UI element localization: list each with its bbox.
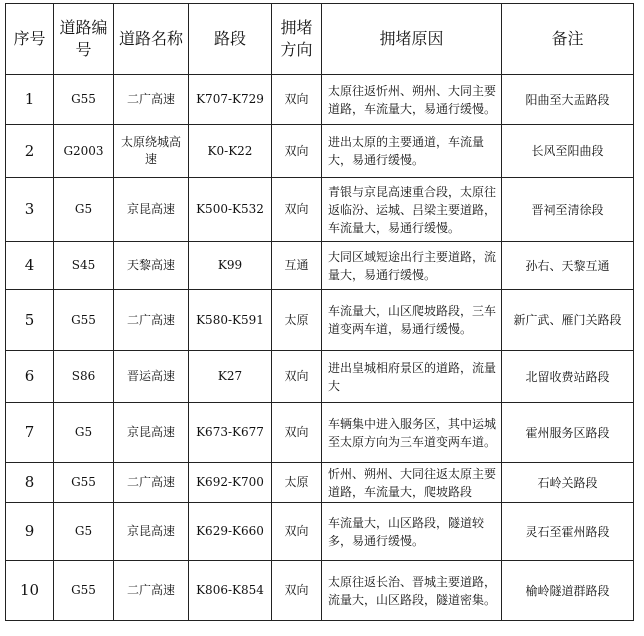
congestion-table	[5, 3, 634, 621]
cell-road-code: G5	[54, 503, 114, 561]
header-road-code: 道路编号	[54, 4, 114, 75]
cell-section: K692-K700	[189, 463, 272, 503]
cell-road-name: 太原绕城高速	[114, 125, 189, 178]
cell-road-code: G55	[54, 290, 114, 351]
cell-road-code: G55	[54, 463, 114, 503]
cell-section: K27	[189, 351, 272, 403]
cell-direction: 双向	[272, 503, 322, 561]
cell-road-name: 二广高速	[114, 561, 189, 621]
cell-road-name: 二广高速	[114, 290, 189, 351]
cell-road-name: 二广高速	[114, 75, 189, 125]
header-seq: 序号	[6, 4, 54, 75]
table-row	[6, 351, 634, 403]
header-section: 路段	[189, 4, 272, 75]
cell-section: K629-K660	[189, 503, 272, 561]
table-row	[6, 178, 634, 242]
cell-note: 晋祠至清徐段	[502, 178, 634, 242]
cell-seq: 3	[6, 178, 54, 242]
table-row	[6, 503, 634, 561]
cell-reason: 忻州、朔州、大同往返太原主要道路，车流量大，爬坡路段	[322, 463, 502, 503]
cell-reason: 进出皇城相府景区的道路，流量大	[322, 351, 502, 403]
cell-reason: 太原往返忻州、朔州、大同主要道路，车流量大，易通行缓慢。	[322, 75, 502, 125]
cell-reason: 车辆集中进入服务区，其中运城至太原方向为三车道变两车道。	[322, 403, 502, 463]
cell-reason: 车流量大，山区爬坡路段，三车道变两车道，易通行缓慢。	[322, 290, 502, 351]
cell-note: 灵石至霍州路段	[502, 503, 634, 561]
cell-seq: 8	[6, 463, 54, 503]
cell-note: 霍州服务区路段	[502, 403, 634, 463]
cell-seq: 7	[6, 403, 54, 463]
cell-note: 长风至阳曲段	[502, 125, 634, 178]
cell-road-code: G2003	[54, 125, 114, 178]
cell-road-name: 二广高速	[114, 463, 189, 503]
cell-reason: 车流量大，山区路段，隧道较多，易通行缓慢。	[322, 503, 502, 561]
cell-road-name: 京昆高速	[114, 178, 189, 242]
cell-road-code: S86	[54, 351, 114, 403]
cell-note: 石岭关路段	[502, 463, 634, 503]
cell-reason: 大同区域短途出行主要道路，流量大，易通行缓慢。	[322, 242, 502, 290]
cell-seq: 9	[6, 503, 54, 561]
cell-direction: 太原	[272, 290, 322, 351]
header-reason: 拥堵原因	[322, 4, 502, 75]
cell-direction: 双向	[272, 351, 322, 403]
header-note: 备注	[502, 4, 634, 75]
table-row	[6, 403, 634, 463]
cell-reason: 太原往返长治、晋城主要道路，流量大，山区路段，隧道密集。	[322, 561, 502, 621]
cell-seq: 5	[6, 290, 54, 351]
cell-section: K500-K532	[189, 178, 272, 242]
cell-section: K806-K854	[189, 561, 272, 621]
cell-seq: 10	[6, 561, 54, 621]
table-row	[6, 463, 634, 503]
table-row	[6, 290, 634, 351]
header-row	[6, 4, 634, 75]
header-road-name: 道路名称	[114, 4, 189, 75]
cell-seq: 6	[6, 351, 54, 403]
cell-section: K0-K22	[189, 125, 272, 178]
cell-note: 阳曲至大盂路段	[502, 75, 634, 125]
cell-direction: 双向	[272, 403, 322, 463]
cell-reason: 进出太原的主要通道，车流量大，易通行缓慢。	[322, 125, 502, 178]
cell-direction: 双向	[272, 75, 322, 125]
cell-note: 北留收费站路段	[502, 351, 634, 403]
cell-direction: 双向	[272, 125, 322, 178]
cell-section: K707-K729	[189, 75, 272, 125]
cell-direction: 双向	[272, 178, 322, 242]
cell-road-name: 天黎高速	[114, 242, 189, 290]
header-direction: 拥堵方向	[272, 4, 322, 75]
cell-road-code: G5	[54, 178, 114, 242]
table-row	[6, 561, 634, 621]
cell-seq: 1	[6, 75, 54, 125]
cell-section: K580-K591	[189, 290, 272, 351]
table-row	[6, 75, 634, 125]
cell-seq: 4	[6, 242, 54, 290]
cell-note: 榆岭隧道群路段	[502, 561, 634, 621]
cell-road-code: G5	[54, 403, 114, 463]
cell-direction: 太原	[272, 463, 322, 503]
cell-road-code: G55	[54, 561, 114, 621]
cell-road-name: 京昆高速	[114, 403, 189, 463]
cell-section: K99	[189, 242, 272, 290]
cell-seq: 2	[6, 125, 54, 178]
cell-note: 孙右、天黎互通	[502, 242, 634, 290]
cell-road-name: 京昆高速	[114, 503, 189, 561]
table-row	[6, 125, 634, 178]
cell-road-code: G55	[54, 75, 114, 125]
cell-direction: 双向	[272, 561, 322, 621]
cell-road-code: S45	[54, 242, 114, 290]
cell-section: K673-K677	[189, 403, 272, 463]
cell-reason: 青银与京昆高速重合段，太原往返临汾、运城、吕梁主要道路，车流量大，易通行缓慢。	[322, 178, 502, 242]
cell-road-name: 晋运高速	[114, 351, 189, 403]
cell-note: 新广武、雁门关路段	[502, 290, 634, 351]
cell-direction: 互通	[272, 242, 322, 290]
table-row	[6, 242, 634, 290]
